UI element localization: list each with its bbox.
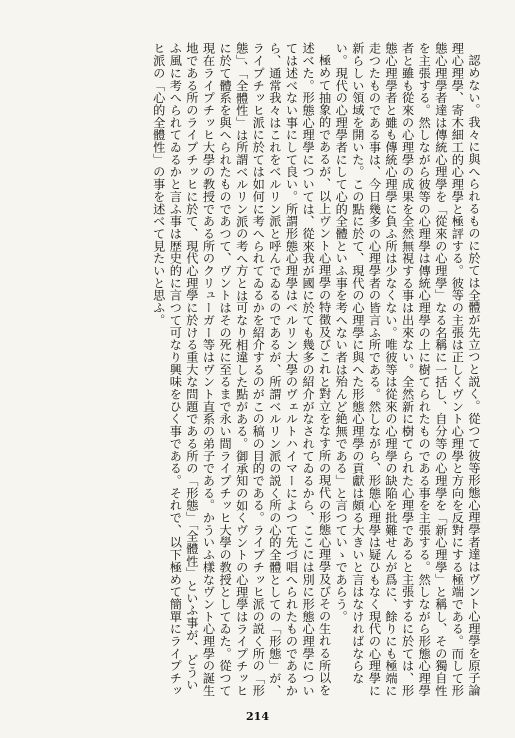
paragraph-2: 極めて抽象的であるが、以上ヴント心理學の特徴及びこれと對立をなす所の現代の形態心理學及びその生れる所以を述べた。形態心理學については、從來我が國に於ても幾多の紹介がなされてゐるから、ここには別に形態心理學については述べない事にして良い。所謂形態心理學はベルリン大學のヴェルトハイマーによつて先づ唱へられたものであるから、通常我々はこれをベルリン派と呼んでゐるのであるが、所謂ベルリン派の説く所の心的全體としての「形態」が、ライプチッヒ派に於ては如何に考へられてゐるかを紹介するのがこの稿の目的である。ライプチッヒ派の説く所の「形態」、「全體性」は所謂ベルリン派の考へ方とは可なり相違した點がある。御承知の如くヴントの心理學はライプチッヒに於て體系を與へられたものであつて、ヴントはその死に至るまで永い間ライプチッヒ大學の教授としてゐた。從つて現在ライプチッヒ大學の教授である所のクリューガー等はヴント直系の弟子である。かういふ樣なヴント心理學の誕生地である所のライプチッヒに於て、現代心理學に於ける重大な問題である所の「形態」「全體性」といふ事が、どういふ風に考へられてゐるかと言ふ事は歴史的に言つて可なり興味をひく事である。それで、以下極めて簡單にライプチッヒ派の「心的全體性」の事を述べて見たいと思ふ。 xyxy=(151,42,332,697)
body-text xyxy=(40,42,482,697)
page-number: 214 xyxy=(246,710,269,723)
paragraph-1: 認めない。我々に與へられるものに於ては全體が先立つと説く。從つて彼等形態心理學者達はヴント心理學を原子論理心理學、寄木細工的心理學と極評する。彼等の主張は正しくヴント心理學と方向を反對にする極端である。而して形態心理學者達は傳統心理學を「從來の心理學」なる名稱に一括し、自分等の心理學を「新心理學」と稱し、その獨自性を主張する。然しながら彼等の心理學は傳統心理學の上に樹てられたものである事を主張する。然しながら形態心理學者と雖も從來の心理學の成果を全然無視する事は出來ない。全然新に樹てられた心理學であると主張するに於ては、形態心理學者と雖も傳統心理學に負ふ所は少なくない。唯彼等は從來の心理學の缺陥を批難せんが爲に、餘りにも極端に走つたものである事は、今日幾多の心理學者の皆言ふ所である。然しながら、形態心理學は疑ひもなく現代の心理學に新らしい領域を開いた。この點に於て、現代の心理學に與へた形態心理學の貢獻は頗る大きいと言はなければならない。現代の心理學者にして心的全體といふ事を考へない者は殆んど絶無である」と言つていゝであらう。 xyxy=(334,42,481,697)
